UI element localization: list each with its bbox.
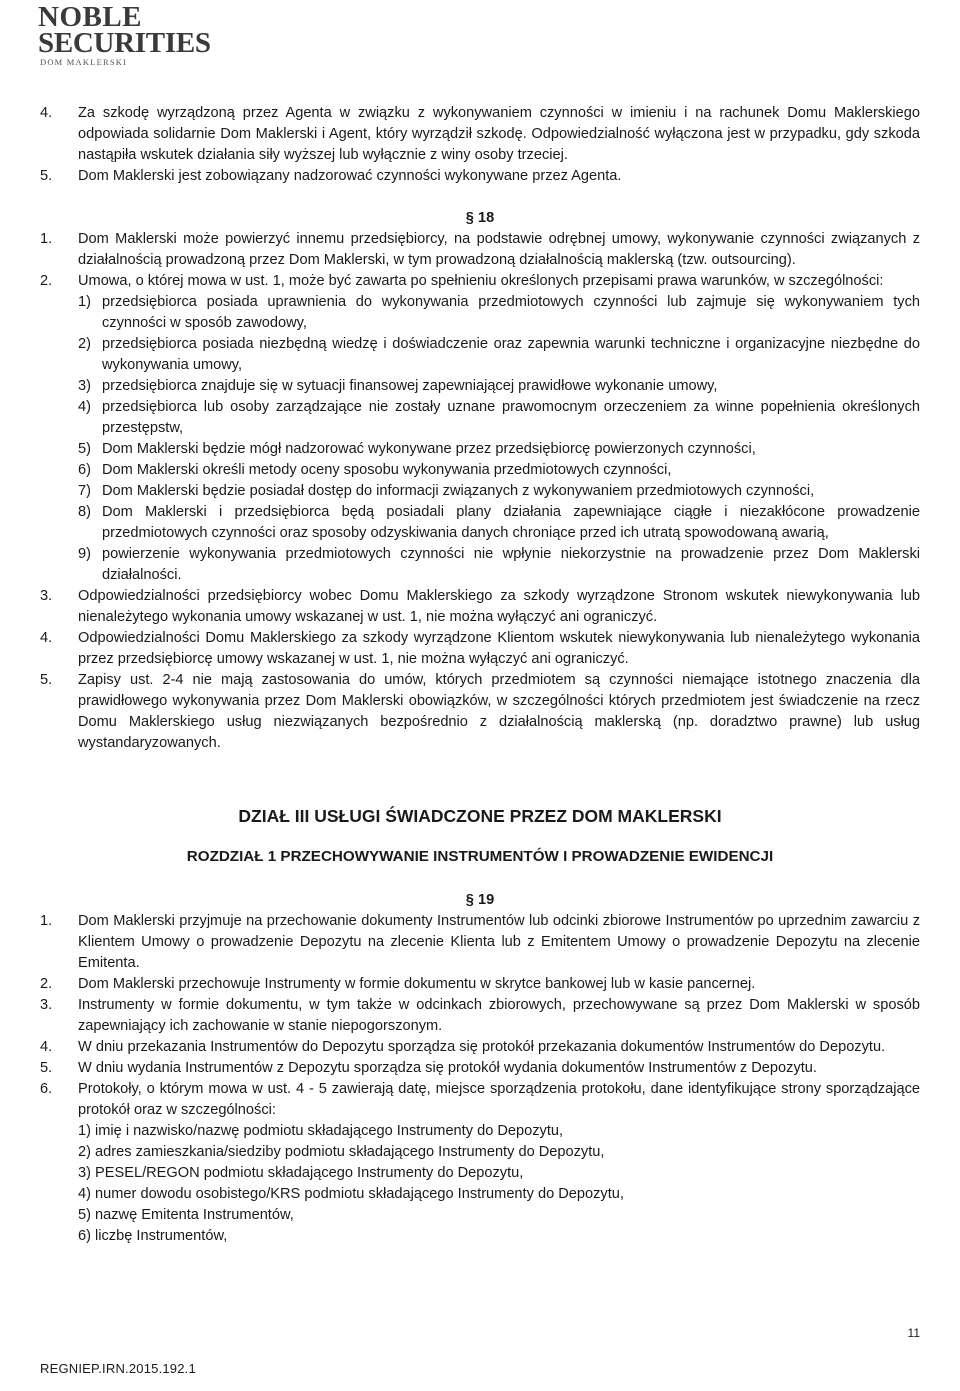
page-number: 11 <box>907 1326 920 1340</box>
sub-list-item: 2) przedsiębiorca posiada niezbędną wiedzę i doświadczenie oraz zapewnia warunki techniczne i organizacyjne niezbędne do wykonywania umowy, <box>78 336 920 373</box>
list-item: 5. W dniu wydania Instrumentów z Depozytu sporządza się protokół wydania dokumentów Instrumentów z Depozytu. <box>40 1060 817 1076</box>
footer-code: REGNIEP.IRN.2015.192.1 <box>40 1361 196 1376</box>
list-item: 2. Umowa, o której mowa w ust. 1, może być zawarta po spełnieniu określonych przepisami prawa warunków, w szczególności: <box>40 273 884 289</box>
list-item: 3. Instrumenty w formie dokumentu, w tym także w odcinkach zbiorowych, przechowywane są przez Dom Maklerski w sposób zapewniający ich zachowanie w stanie niepogorszonym. <box>40 997 920 1034</box>
sub-list-item: 7) Dom Maklerski będzie posiadał dostęp do informacji związanych z wykonywaniem przedmiotowych czynności, <box>78 483 815 499</box>
list-item: 4. W dniu przekazania Instrumentów do Depozytu sporządza się protokół przekazania dokumentów Instrumentów do Depozytu. <box>40 1039 886 1055</box>
sub-list-item: 5) Dom Maklerski będzie mógł nadzorować wykonywane przez przedsiębiorcę powierzonych czynności, <box>78 441 756 457</box>
sub-list <box>40 292 920 586</box>
list-item: 1. Dom Maklerski przyjmuje na przechowanie dokumenty Instrumentów lub odcinki zbiorowe Instrumentów po uprzednim zawarciu z Klientem Umowy o prowadzenie Depozytu na zlecenie Klienta lub z Emitentem Umowy o prowadzenie Depozytu na zlecenie Emitenta. <box>40 913 920 971</box>
list-item: 4. Odpowiedzialności Domu Maklerskiego za szkody wyrządzone Klientom wskutek niewykonywania lub nienależytego wykonania przez przedsiębiorcę umowy wskazanej w ust. 1, nie można wyłączyć ani ograniczyć. <box>40 630 920 667</box>
list-item: 5. Dom Maklerski jest zobowiązany nadzorować czynności wykonywane przez Agenta. <box>40 168 622 184</box>
data-list <box>40 1121 920 1247</box>
sub-list-item: 3) przedsiębiorca znajduje się w sytuacji finansowej zapewniającej prawidłowe wykonanie umowy, <box>78 378 718 394</box>
list-item: 5. Zapisy ust. 2-4 nie mają zastosowania do umów, których przedmiotem są czynności niemające istotnego znaczenia dla prawidłowego wykonywania przez Dom Maklerski obowiązków, w szczególności których przedmiotem jest świadczenie na rzecz Domu Maklerskiego usług niezwiązanych bezpośrednio z działalnością maklerską (np. doradztwo prawne) lub usług wystandaryzowanych. <box>40 672 920 751</box>
logo-securities: SECURITIES <box>38 27 211 59</box>
data-list-item: 5) nazwę Emitenta Instrumentów, <box>78 1207 294 1223</box>
sub-list-item: 6) Dom Maklerski określi metody oceny sposobu wykonywania przedmiotowych czynności, <box>78 462 672 478</box>
logo-subtitle: DOM MAKLERSKI <box>40 57 128 67</box>
list-item: 3. Odpowiedzialności przedsiębiorcy wobec Domu Maklerskiego za szkody wyrządzone Stronom wskutek niewykonywania lub nienależytego wykonania umowy wskazanej w ust. 1, nie można wyłączyć ani ograniczyć. <box>40 588 920 625</box>
logo-noble: NOBLE <box>38 1 143 33</box>
data-list-item: 6) liczbę Instrumentów, <box>78 1228 228 1244</box>
sub-list-item: 1) przedsiębiorca posiada uprawnienia do wykonywania przedmiotowych czynności lub zajmuje się wykonywaniem tych czynności w sposób zawodowy, <box>78 294 920 331</box>
list-item: 6. Protokoły, o którym mowa w ust. 4 - 5 zawierają datę, miejsce sporządzenia protokołu, dane identyfikujące strony sporządzające protokół oraz w szczególności: <box>40 1081 920 1118</box>
division-title: DZIAŁ III USŁUGI ŚWIADCZONE PRZEZ DOM MAKLERSKI <box>238 806 722 826</box>
sub-list-item: 9) powierzenie wykonywania przedmiotowych czynności nie wpłynie niekorzystnie na prowadzenie przez Dom Maklerski działalności. <box>78 546 920 583</box>
data-list-item: 4) numer dowodu osobistego/KRS podmiotu składającego Instrumenty do Depozytu, <box>78 1186 624 1202</box>
list-item: 2. Dom Maklerski przechowuje Instrumenty w formie dokumentu w skrytce bankowej lub w kasie pancernej. <box>40 976 756 992</box>
list-item: 4. Za szkodę wyrządzoną przez Agenta w związku z wykonywaniem czynności w imieniu i na rachunek Domu Maklerskiego odpowiada solidarnie Dom Maklerski i Agent, który wyrządził szkodę. Odpowiedzialność wyłączona jest w przypadku, gdy szkoda nastąpiła wskutek działania siły wyższej lub wyłącznie z winy osoby trzeciej. <box>40 105 920 163</box>
list-item: 1. Dom Maklerski może powierzyć innemu przedsiębiorcy, na podstawie odrębnej umowy, wykonywanie czynności związanych z działalnością prowadzoną przez Dom Maklerski, w tym prowadzoną działalnością maklerską (tzw. outsourcing). <box>40 231 920 268</box>
data-list-item: 3) PESEL/REGON podmiotu składającego Instrumenty do Depozytu, <box>78 1165 524 1181</box>
data-list-item: 1) imię i nazwisko/nazwę podmiotu składającego Instrumenty do Depozytu, <box>78 1123 564 1139</box>
company-logo <box>38 1 211 67</box>
sub-list-item: 4) przedsiębiorca lub osoby zarządzające nie zostały uznane prawomocnym orzeczeniem za winne popełnienia określonych przestępstw, <box>78 399 920 436</box>
sub-list-item: 8) Dom Maklerski i przedsiębiorca będą posiadali plany działania zapewniające ciągłe i niezakłócone prowadzenie przedmiotowych czynności oraz sposoby odzyskiwania danych chroniące przed ich utratą spowodowaną awarią, <box>78 504 920 541</box>
section-18-title: § 18 <box>465 210 495 226</box>
document-body <box>40 103 920 1247</box>
chapter-title: ROZDZIAŁ 1 PRZECHOWYWANIE INSTRUMENTÓW I PROWADZENIE EWIDENCJI <box>186 848 774 865</box>
section-19-title: § 19 <box>465 892 495 908</box>
data-list-item: 2) adres zamieszkania/siedziby podmiotu składającego Instrumenty do Depozytu, <box>78 1144 605 1160</box>
